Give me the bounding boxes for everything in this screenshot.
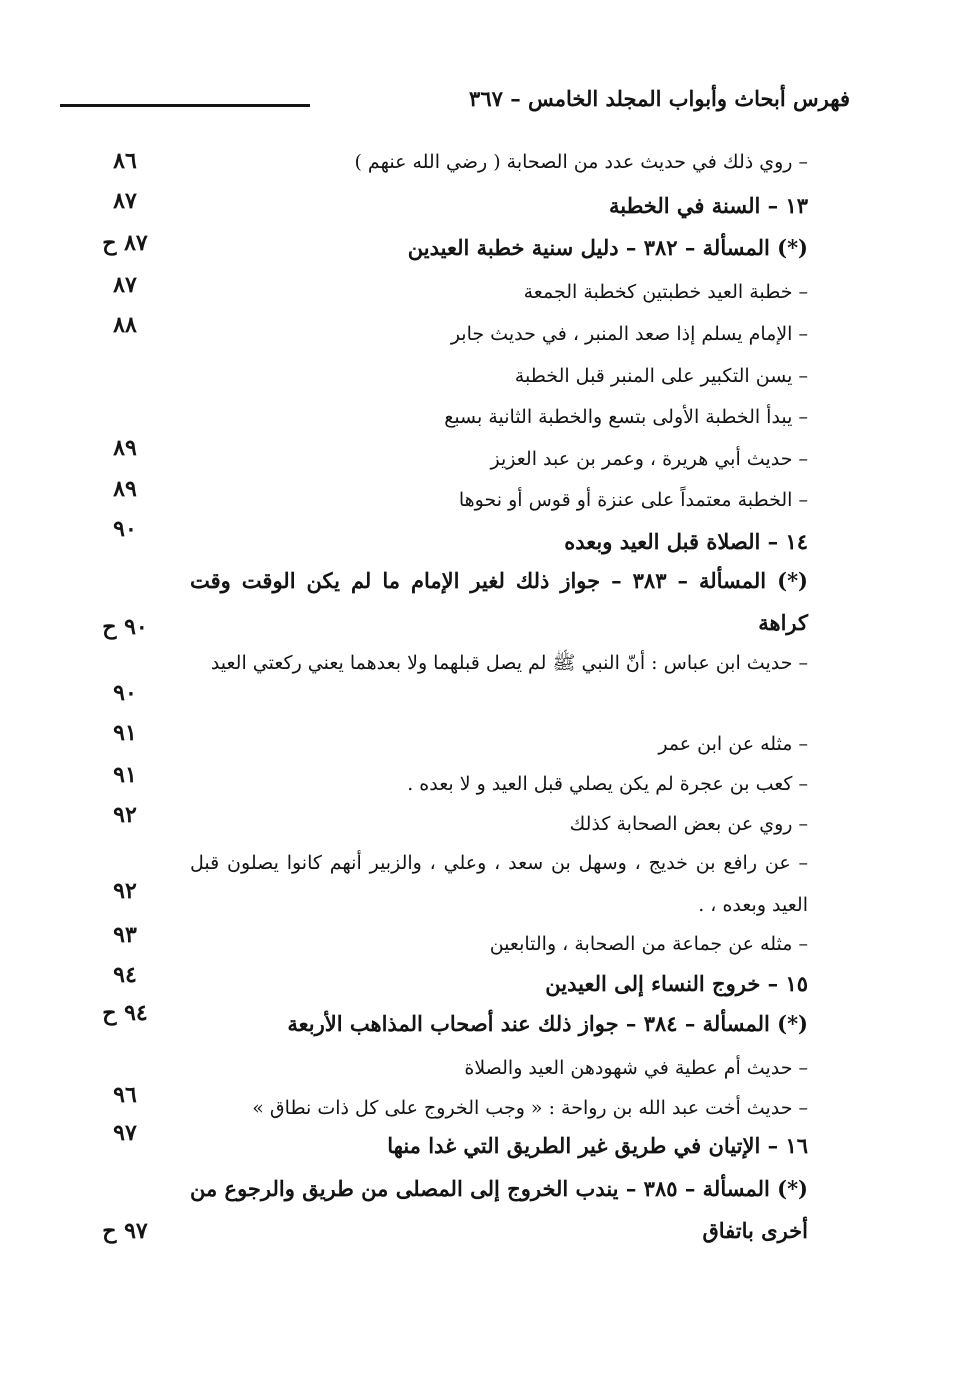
entry-text: – حديث ابن عباس : أنّ النبي ﷺ لم يصل قبلهما ولا بعدهما يعني ركعتي العيد bbox=[210, 652, 808, 674]
heading-page: ٩٧ bbox=[113, 1120, 137, 1146]
masala-text: (*) المسألة – ٣٨٤ – جواز ذلك عند أصحاب المذاهب الأربعة bbox=[287, 1011, 808, 1036]
entry-page: ٩٢ bbox=[113, 802, 137, 828]
masala-text: (*) المسألة – ٣٨٢ – دليل سنية خطبة العيدين bbox=[407, 235, 808, 260]
entry-text: – مثله عن ابن عمر bbox=[658, 733, 808, 755]
masala-text: (*) المسألة – ٣٨٣ – جواز ذلك لغير الإمام ما لم يكن الوقت وقت كراهة bbox=[190, 568, 808, 635]
entry-text: – يسن التكبير على المنبر قبل الخطبة bbox=[514, 365, 808, 387]
entry-page: ٩١ bbox=[113, 720, 137, 746]
masala-page: ٩٤ ح bbox=[102, 1000, 148, 1026]
heading-text: ١٥ – خروج النساء إلى العيدين bbox=[545, 971, 808, 996]
heading-page: ٩٤ bbox=[113, 962, 137, 988]
header-rule bbox=[60, 104, 310, 107]
entry-text: – روي عن بعض الصحابة كذلك bbox=[569, 813, 808, 835]
heading-text: ١٦ – الإتيان في طريق غير الطريق التي غدا منها bbox=[387, 1133, 808, 1158]
entry-page: ٩٣ bbox=[113, 922, 137, 948]
entry-text: – عن رافع بن خديج ، وسهل بن سعد ، وعلي ، والزبير أنهم كانوا يصلون قبل العيد وبعده ، . bbox=[190, 852, 808, 916]
page-title: فهرس أبحاث وأبواب المجلد الخامس – ٣٦٧ bbox=[469, 86, 850, 111]
entry-page: ٩١ bbox=[113, 762, 137, 788]
masala-page: ٩٧ ح bbox=[102, 1218, 148, 1244]
entry-text: – روي ذلك في حديث عدد من الصحابة ( رضي الله عنهم ) bbox=[354, 151, 808, 173]
entry-page: ٩٢ bbox=[113, 878, 137, 904]
heading-text: ١٤ – الصلاة قبل العيد وبعده bbox=[564, 529, 808, 554]
entry-page: ٩٠ bbox=[113, 680, 137, 706]
entry-page: ٨٩ bbox=[113, 476, 137, 502]
heading-page: ٨٧ bbox=[113, 188, 137, 214]
entry-page: ٨٦ bbox=[113, 148, 137, 174]
entry-text: – يبدأ الخطبة الأولى بتسع والخطبة الثانية بسبع bbox=[444, 406, 808, 428]
index-entries bbox=[60, 142, 850, 1252]
entry-page: ٨٨ bbox=[113, 312, 137, 338]
entry-text: – خطبة العيد خطبتين كخطبة الجمعة bbox=[523, 281, 808, 303]
entry-text: – حديث أم عطية في شهودهن العيد والصلاة bbox=[464, 1057, 808, 1079]
masala-page: ٩٠ ح bbox=[102, 614, 148, 640]
entry-page: ٨٩ bbox=[113, 435, 137, 461]
entry-text: – حديث أبي هريرة ، وعمر بن عبد العزيز bbox=[490, 448, 808, 470]
entry-page: ٨٧ bbox=[113, 272, 137, 298]
entry-text: – الخطبة معتمداً على عنزة أو قوس أو نحوها bbox=[458, 489, 808, 511]
heading-page: ٩٠ bbox=[113, 516, 137, 542]
entry-text: – مثله عن جماعة من الصحابة ، والتابعين bbox=[489, 933, 808, 955]
masala-page: ٨٧ ح bbox=[102, 230, 148, 256]
entry-text: – كعب بن عجرة لم يكن يصلي قبل العيد و لا بعده . bbox=[407, 773, 808, 795]
page-header bbox=[60, 80, 850, 120]
entry-text: – الإمام يسلم إذا صعد المنبر ، في حديث جابر bbox=[450, 323, 808, 345]
masala-text: (*) المسألة – ٣٨٥ – يندب الخروج إلى المصلى من طريق والرجوع من أخرى باتفاق bbox=[190, 1176, 808, 1243]
entry-page: ٩٦ bbox=[113, 1082, 137, 1108]
heading-text: ١٣ – السنة في الخطبة bbox=[608, 193, 808, 218]
entry-text: – حديث أخت عبد الله بن رواحة : « وجب الخروج على كل ذات نطاق » bbox=[252, 1097, 808, 1119]
